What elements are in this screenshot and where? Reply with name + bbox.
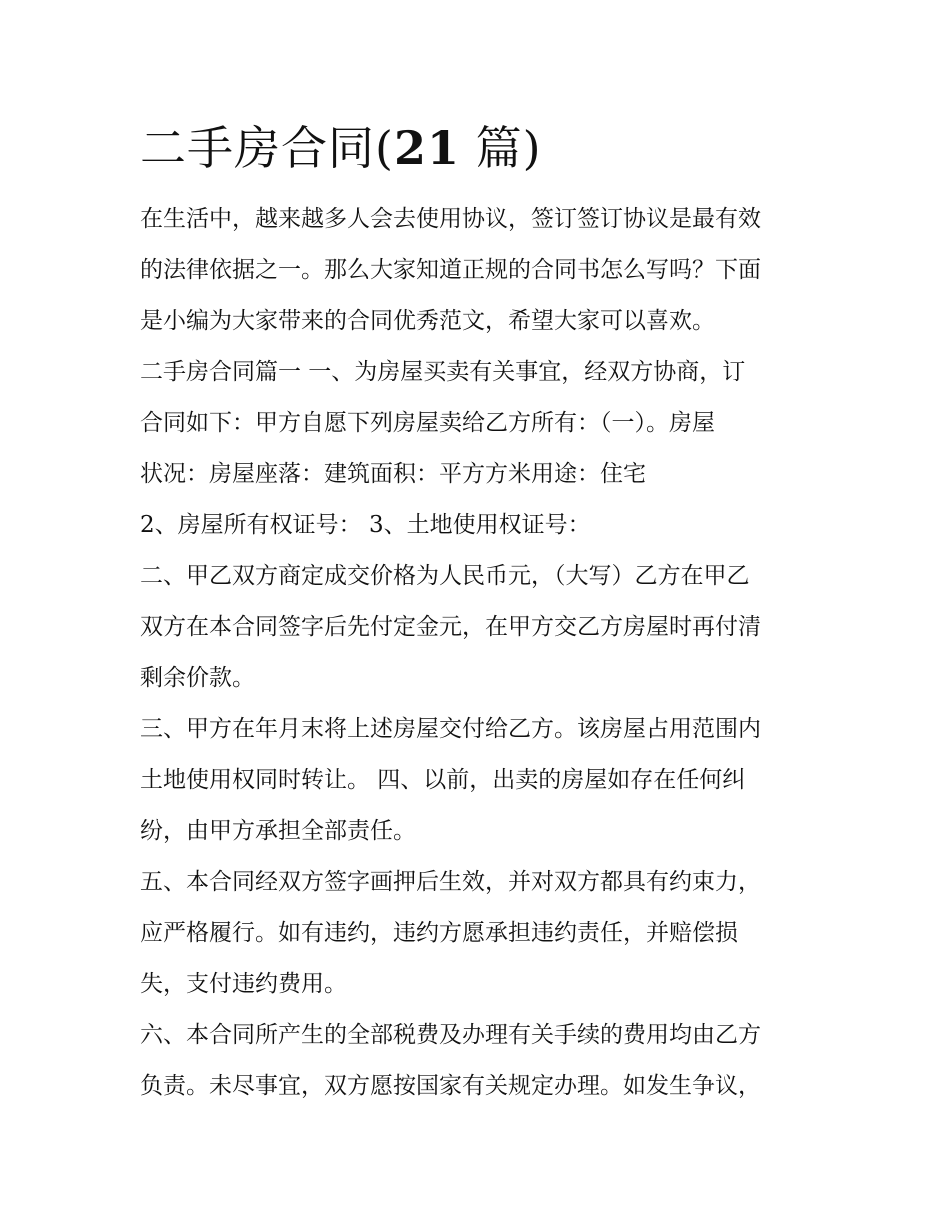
text-line: 二、甲乙双方商定成交价格为人民币元，（大写）乙方在甲乙	[140, 563, 750, 589]
text-line: 合同如下：甲方自愿下列房屋卖给乙方所有：（一）。房屋	[140, 410, 715, 436]
text-line: 状况：房屋座落：建筑面积：平方方米用途：住宅	[140, 461, 646, 487]
text-line: 2、房屋所有权证号： 3、土地使用权证号：	[140, 512, 591, 538]
text-line: 在生活中，越来越多人会去使用协议，签订签订协议是最有效	[140, 206, 761, 232]
text-line: 失，支付违约费用。	[140, 971, 347, 997]
document-content	[140, 118, 820, 1112]
title-prefix: 二手房合同(	[140, 121, 394, 175]
title-suffix: 篇)	[459, 121, 542, 175]
document-body	[140, 194, 820, 1112]
paragraph-clause-3	[140, 704, 820, 857]
paragraph-clause-1	[140, 347, 820, 500]
paragraph-certificates	[140, 500, 820, 551]
paragraph-clause-2	[140, 551, 820, 704]
text-line: 三、甲方在年月末将上述房屋交付给乙方。该房屋占用范围内	[140, 716, 761, 742]
paragraph-clause-5	[140, 857, 820, 1010]
text-line: 土地使用权同时转让。 四、以前，出卖的房屋如存在任何纠	[140, 767, 746, 793]
title-number: 21	[393, 121, 460, 175]
text-line: 双方在本合同签字后先付定金元，在甲方交乙方房屋时再付清	[140, 614, 761, 640]
text-line: 的法律依据之一。那么大家知道正规的合同书怎么写吗？下面	[140, 257, 761, 283]
text-line: 应严格履行。如有违约，违约方愿承担违约责任，并赔偿损	[140, 920, 738, 946]
text-line: 是小编为大家带来的合同优秀范文，希望大家可以喜欢。	[140, 308, 715, 334]
text-line: 纷，由甲方承担全部责任。	[140, 818, 416, 844]
paragraph-clause-6	[140, 1010, 820, 1112]
text-line: 剩余价款。	[140, 665, 255, 691]
document-title	[140, 118, 820, 178]
paragraph-intro	[140, 194, 820, 347]
text-line: 负责。未尽事宜，双方愿按国家有关规定办理。如发生争议，	[140, 1073, 761, 1099]
text-line: 五、本合同经双方签字画押后生效，并对双方都具有约束力，	[140, 869, 761, 895]
text-line: 二手房合同篇一 一、为房屋买卖有关事宜，经双方协商，订	[140, 359, 746, 385]
text-line: 六、本合同所产生的全部税费及办理有关手续的费用均由乙方	[140, 1022, 761, 1048]
